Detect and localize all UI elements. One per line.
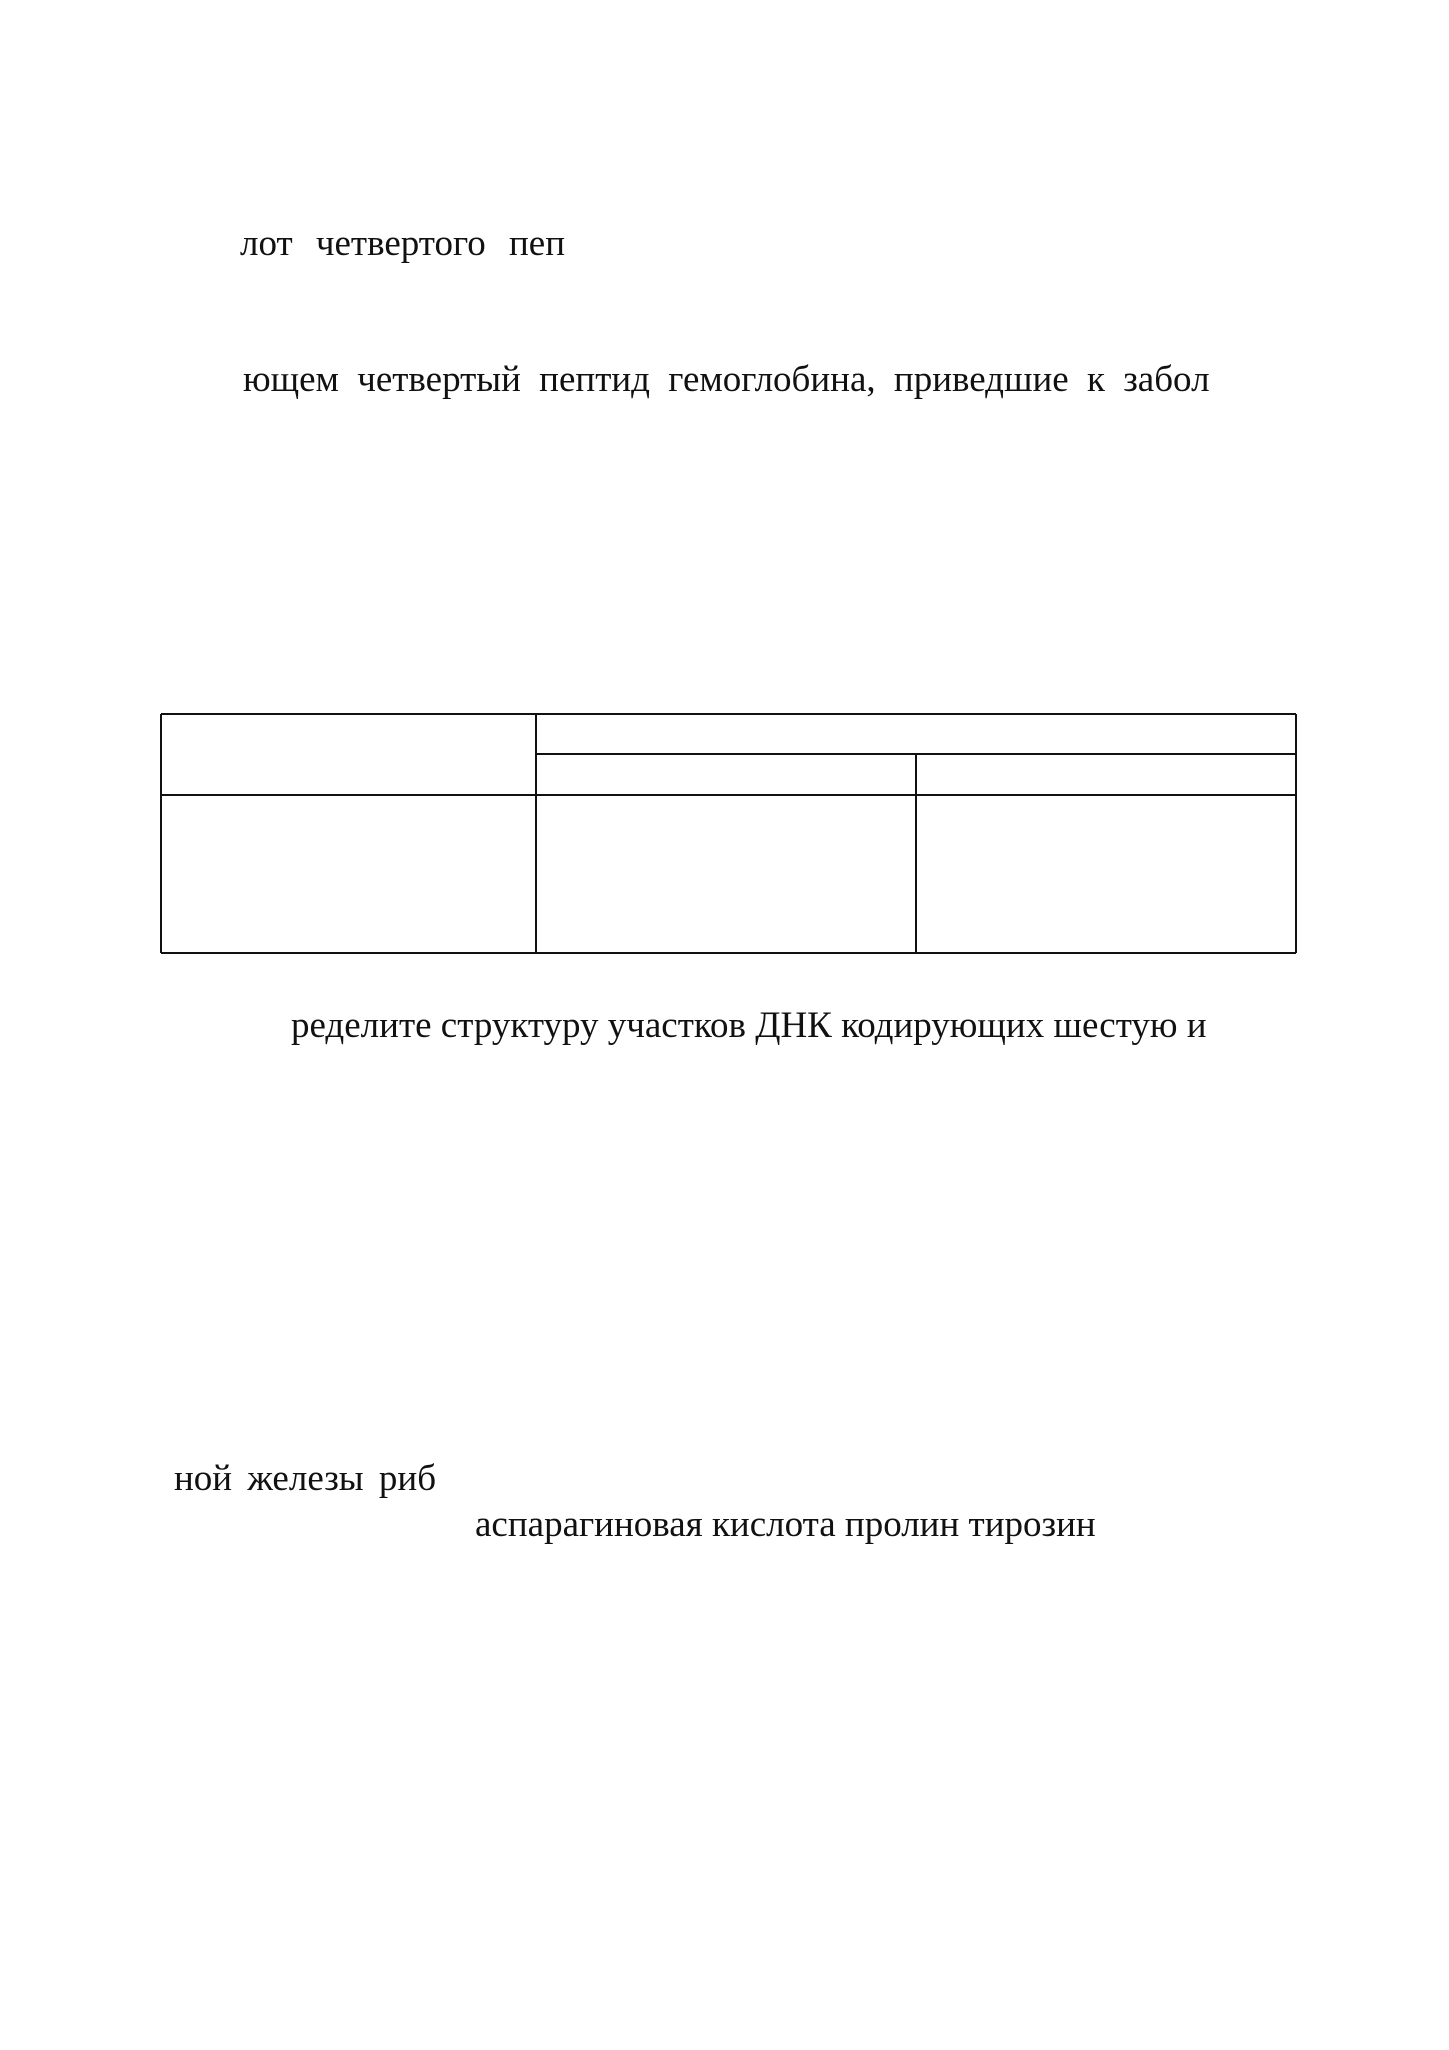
text-line-3: ределите структуру участков ДНК кодирующих шестую и [291,1005,1207,1046]
text-line-5: аспарагиновая кислота пролин тирозин [475,1504,1096,1545]
text-line-2: ющем четвертый пептид гемоглобина, приведшие к забол [243,359,1210,400]
text-line-1: лот четвертого пеп [240,223,565,264]
text-line-4: ной железы риб [174,1458,437,1499]
